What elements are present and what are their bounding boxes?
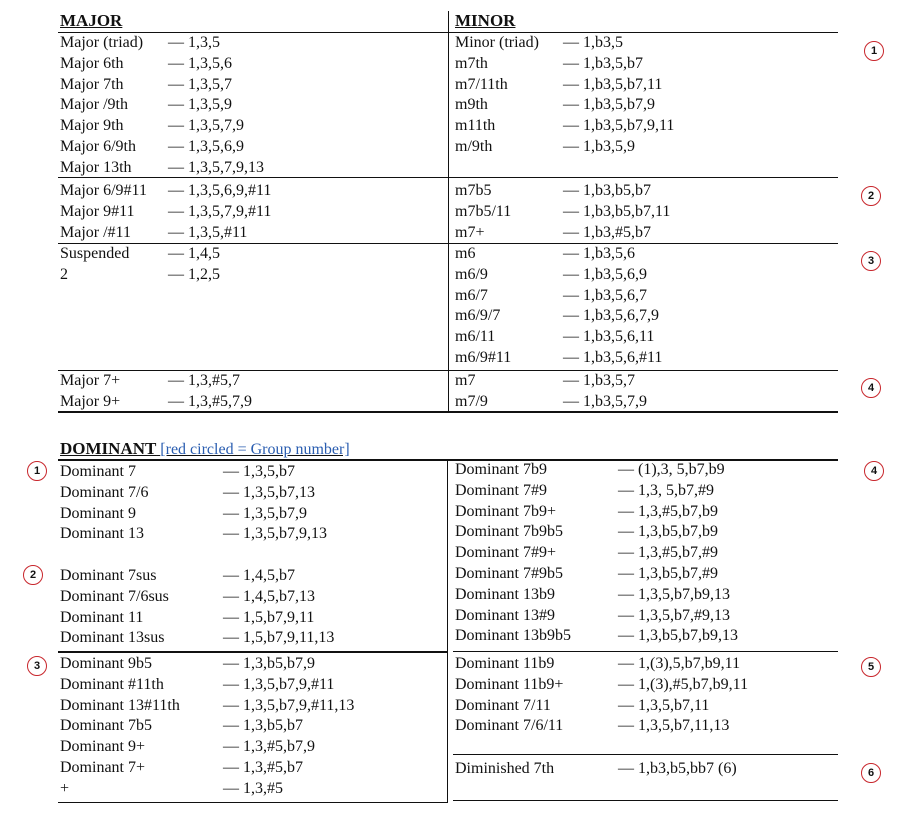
chord-intervals: — 1,4,5,b7 <box>223 567 295 584</box>
chord-intervals: — 1,3,5,7,9 <box>168 117 244 135</box>
chord-intervals: — 1,3,#5,b7 <box>223 759 303 776</box>
chord-name: m7th <box>455 54 488 72</box>
group-number-circle: 3 <box>27 656 47 676</box>
chord-intervals: — 1,3,5,7,9,13 <box>168 158 264 176</box>
chord-intervals: — 1,b3,5,6,9 <box>563 265 647 283</box>
chord-intervals: — 1,b3,5,b7,9 <box>563 96 655 114</box>
group-number-circle: 2 <box>23 565 43 585</box>
table-bottom-rule <box>453 800 838 801</box>
chord-intervals: — 1,3,b5,b7,#9 <box>618 565 718 582</box>
chord-name: Major 9th <box>60 117 124 135</box>
chord-name: Dominant 7/6 <box>60 483 149 501</box>
chord-name: m6/9/7 <box>455 307 501 325</box>
chord-name: Dominant 11b9 <box>455 655 555 672</box>
chord-name: Major /#11 <box>60 223 131 241</box>
chord-intervals: — 1,5,b7,9,11,13 <box>223 629 335 647</box>
group-divider <box>453 651 838 652</box>
chord-intervals: — 1,3,b5,b7,b9,13 <box>618 627 738 645</box>
chord-name: Dominant 7b5 <box>60 717 152 735</box>
chord-intervals: — 1,b3,b5,bb7 (6) <box>618 760 737 777</box>
chord-name: m11th <box>455 117 496 135</box>
chord-name: Dominant 7#9+ <box>455 544 557 562</box>
chord-name: + <box>60 779 70 797</box>
chord-intervals: — 1,3,#5,7,9 <box>168 392 252 410</box>
chord-intervals: — 1,3,5 <box>168 34 220 51</box>
chord-intervals: — 1,b3,5,6,7 <box>563 286 647 304</box>
chord-name: m6/9#11 <box>455 349 512 366</box>
chord-name: Dominant 7b9b5 <box>455 523 563 541</box>
chord-intervals: — 1,3,5,6,9,#11 <box>168 182 272 199</box>
chord-intervals: — 1,b3,b5,b7,11 <box>563 202 671 220</box>
chord-intervals: — 1,(3),5,b7,b9,11 <box>618 655 741 672</box>
chord-intervals: — 1,b3,5,6,7,9 <box>563 307 659 325</box>
chord-name: Dominant #11th <box>60 675 164 693</box>
chord-name: 2 <box>60 265 68 283</box>
chord-intervals: — 1,3,#5,7 <box>168 372 240 389</box>
chord-intervals: — 1,3,5,b7,11 <box>618 696 710 714</box>
chord-name: Dominant 7/6/11 <box>455 717 564 735</box>
chord-name: Minor (triad) <box>455 34 539 51</box>
chord-name: Dominant 13#9 <box>455 606 555 624</box>
chord-name: Dominant 13b9 <box>455 585 555 603</box>
chord-intervals: — 1,4,5,b7,13 <box>223 587 315 605</box>
chord-intervals: — 1,b3,5,7 <box>563 372 635 389</box>
chord-intervals: — 1,3,5,b7,9,#11 <box>223 675 335 693</box>
group-number-circle: 5 <box>861 657 881 677</box>
chord-intervals: — 1,b3,5,b7,11 <box>563 75 663 93</box>
chord-intervals: — 1,b3,b5,b7 <box>563 182 651 199</box>
chord-name: Dominant 7#9 <box>455 481 547 499</box>
group-number-circle: 6 <box>861 763 881 783</box>
dominant-title: DOMINANT <box>60 439 157 458</box>
chord-name: Major 6/9#11 <box>60 182 147 199</box>
chord-name: Suspended <box>60 245 130 262</box>
chord-intervals: — 1,3,#5,b7,9 <box>223 738 315 756</box>
chord-intervals: — 1,b3,5,6 <box>563 245 635 262</box>
chord-name: Major 13th <box>60 158 132 176</box>
chord-intervals: — 1,3,5,#11 <box>168 223 248 241</box>
chord-name: m6/7 <box>455 286 488 304</box>
chord-intervals: — 1,2,5 <box>168 265 220 283</box>
chord-name: Dominant 9+ <box>60 738 146 756</box>
chord-name: Dominant 7 <box>60 463 136 480</box>
chord-name: Major 9+ <box>60 392 121 410</box>
group-number-circle: 4 <box>861 378 881 398</box>
chord-name: Major 7+ <box>60 372 121 389</box>
chord-name: Dominant 13sus <box>60 629 165 647</box>
chord-intervals: — 1,4,5 <box>168 245 220 262</box>
chord-intervals: — (1),3, 5,b7,b9 <box>618 461 725 478</box>
chord-intervals: — 1,b3,5,6,#11 <box>563 349 663 366</box>
chord-name: Dominant 7#9b5 <box>455 565 563 582</box>
chord-name: Major 6/9th <box>60 138 136 155</box>
dominant-column-divider <box>447 459 448 803</box>
minor-header: MINOR <box>455 11 516 30</box>
chord-intervals: — 1,3,5,b7 <box>223 463 295 480</box>
chord-intervals: — 1,3,b5,b7 <box>223 717 303 735</box>
chord-name: m7b5/11 <box>455 202 512 220</box>
chord-name: Major (triad) <box>60 34 144 51</box>
chord-name: m6 <box>455 245 476 262</box>
chord-name: Dominant 13b9b5 <box>455 627 571 645</box>
chord-intervals: — 1,3,5,b7,b9,13 <box>618 585 730 603</box>
chord-intervals: — 1,5,b7,9,11 <box>223 608 315 626</box>
table-bottom-rule <box>58 802 448 803</box>
chord-name: Dominant 13#11th <box>60 696 180 714</box>
chord-intervals: — 1,3,5,6 <box>168 54 232 72</box>
chord-intervals: — 1,3,b5,b7,9 <box>223 655 315 672</box>
group-number-circle: 4 <box>864 461 884 481</box>
chord-intervals: — 1,3,#5,b7,b9 <box>618 502 718 520</box>
chord-intervals: — 1,b3,5 <box>563 34 623 51</box>
chord-intervals: — 1,b3,5,7,9 <box>563 392 647 410</box>
chord-intervals: — 1,3,5,b7,9,#11,13 <box>223 696 355 714</box>
chord-name: Dominant 9b5 <box>60 655 152 672</box>
chord-name: Diminished 7th <box>455 760 555 777</box>
chord-intervals: — 1,3,5,7 <box>168 75 232 93</box>
chord-intervals: — 1,b3,5,6,11 <box>563 328 655 346</box>
chord-name: m6/11 <box>455 328 496 346</box>
group-number-circle: 1 <box>864 41 884 61</box>
chord-name: Dominant 7+ <box>60 759 146 776</box>
chord-name: Major 6th <box>60 54 124 72</box>
chord-intervals: — 1,3,5,b7,#9,13 <box>618 606 730 624</box>
chord-intervals: — 1,3,5,7,9,#11 <box>168 202 272 220</box>
group-number-circle: 2 <box>861 186 881 206</box>
chord-name: Dominant 9 <box>60 504 136 522</box>
column-divider <box>448 11 449 411</box>
chord-name: Major 7th <box>60 75 124 93</box>
chord-name: Dominant 11b9+ <box>455 675 564 693</box>
chord-name: Dominant 11 <box>60 608 144 626</box>
chord-intervals: — 1,3,5,b7,9,13 <box>223 525 327 543</box>
chord-intervals: — 1,3,b5,b7,b9 <box>618 523 718 541</box>
chord-intervals: — 1,3,5,9 <box>168 96 232 114</box>
group-divider <box>58 651 448 653</box>
chord-name: Dominant 7/11 <box>455 696 551 714</box>
chord-intervals: — 1,3, 5,b7,#9 <box>618 481 714 499</box>
chord-name: m7+ <box>455 223 485 241</box>
group-number-circle: 3 <box>861 251 881 271</box>
group-number-note: [red circled = Group number] <box>160 441 350 458</box>
chord-intervals: — 1,b3,5,b7 <box>563 54 643 72</box>
chord-name: Dominant 7sus <box>60 567 157 584</box>
chord-name: m/9th <box>455 138 493 155</box>
major-header: MAJOR <box>60 11 123 30</box>
group-number-circle: 1 <box>27 461 47 481</box>
chord-name: m9th <box>455 96 488 114</box>
dominant-header <box>60 440 350 459</box>
chord-name: m7/9 <box>455 392 488 410</box>
chord-intervals: — 1,b3,5,9 <box>563 138 635 155</box>
chord-name: Major 9#11 <box>60 202 135 220</box>
chord-intervals: — 1,b3,#5,b7 <box>563 223 651 241</box>
chord-intervals: — 1,3,5,6,9 <box>168 138 244 155</box>
chord-intervals: — 1,3,#5,b7,#9 <box>618 544 718 562</box>
chord-name: m6/9 <box>455 265 488 283</box>
chord-name: Dominant 7b9 <box>455 461 547 478</box>
group-divider <box>453 754 838 755</box>
chord-name: Dominant 7/6sus <box>60 587 169 605</box>
chord-intervals: — 1,b3,5,b7,9,11 <box>563 117 675 135</box>
chord-name: Dominant 13 <box>60 525 144 543</box>
chord-name: Dominant 7b9+ <box>455 502 557 520</box>
chord-intervals: — 1,3,5,b7,13 <box>223 483 315 501</box>
chord-name: m7/11th <box>455 75 508 93</box>
chord-intervals: — 1,3,5,b7,11,13 <box>618 717 730 735</box>
chord-intervals: — 1,(3),#5,b7,b9,11 <box>618 675 749 693</box>
chord-name: Major /9th <box>60 96 128 114</box>
chord-name: m7 <box>455 372 476 389</box>
chord-intervals: — 1,3,#5 <box>223 779 283 797</box>
chord-name: m7b5 <box>455 182 492 199</box>
chord-intervals: — 1,3,5,b7,9 <box>223 504 307 522</box>
